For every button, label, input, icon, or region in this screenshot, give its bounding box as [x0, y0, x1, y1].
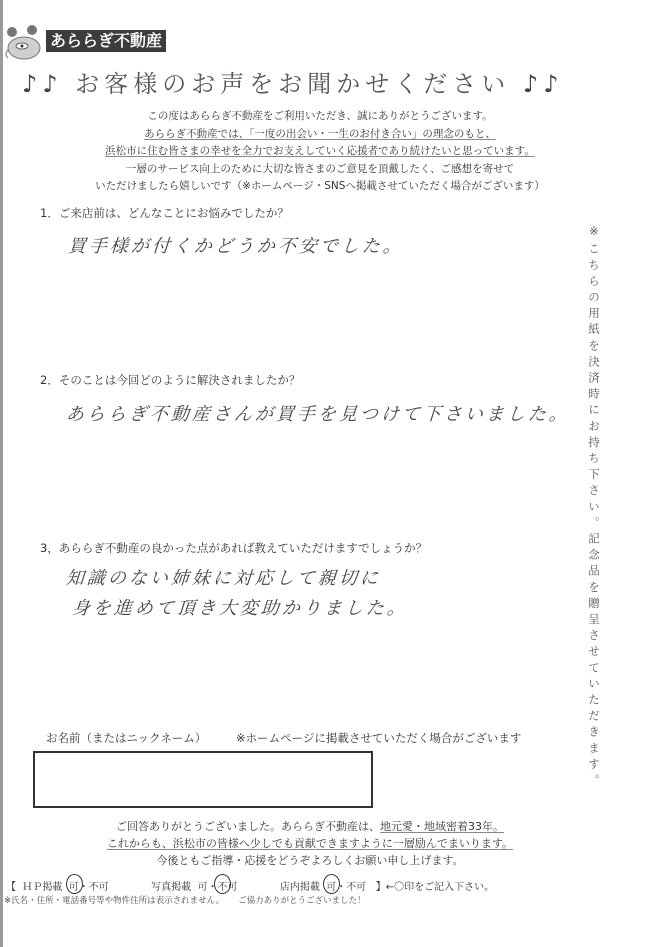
- question-3-answer-line-2: 身を進めて頂き大変助かりました。: [71, 598, 409, 619]
- bracket-open: 【: [6, 882, 16, 893]
- consent-hp: [22, 878, 108, 893]
- question-1-answer: 買手様が付くかどうか不安でした。: [67, 236, 405, 257]
- consent-store-yes-option[interactable]: 可: [326, 878, 336, 893]
- separator: ・: [207, 882, 218, 893]
- intro-line: 浜松市に住む皆さまの幸せを全力でお支えしていく応援者であり続けたいと思っています。: [105, 145, 535, 157]
- closing-line-1: [40, 818, 580, 835]
- thanks-text: ご協力ありがとうございました！: [238, 896, 366, 906]
- name-field[interactable]: [33, 751, 373, 808]
- intro-line: この度はあららぎ不動産をご利用いただき、誠にありがとうございます。: [147, 110, 493, 122]
- scan-edge: [0, 0, 3, 947]
- privacy-disclaimer-text: ※氏名・住所・電話番号等や物件住所は表示されません。: [4, 896, 225, 906]
- consent-store: [280, 878, 366, 893]
- music-note-icon: ♪♪: [522, 70, 564, 98]
- consent-store-no-option[interactable]: 不可: [346, 882, 367, 893]
- question-2-label: 2．そのことは今回どのように解決されましたか？: [40, 373, 301, 387]
- consent-hp-yes-option[interactable]: 可: [69, 878, 79, 893]
- page-title: [22, 64, 642, 99]
- question-3-answer-line-1: 知識のない姉妹に対応して親切に: [65, 568, 382, 589]
- consent-photo-yes-option[interactable]: 可: [197, 882, 208, 893]
- consent-photo-label: 写真掲載: [151, 882, 192, 893]
- consent-hp-no-option[interactable]: 不可: [88, 882, 109, 893]
- question-3-label: 3，あららぎ不動産の良かった点があれば教えていただけますでしょうか？: [40, 541, 428, 555]
- closing-line-1-text: ご回答ありがとうございました。あららぎ不動産は、: [116, 820, 380, 833]
- consent-hp-label: ＨＰ掲載: [22, 882, 63, 893]
- closing-line-3: 今後ともご指導・応援をどうぞよろしくお願い申し上げます。: [156, 854, 464, 867]
- intro-line: いただけましたら嬉しいです（※ホームページ・SNSへ掲載させていただく場合がございます）: [95, 180, 545, 192]
- consent-photo-no-option[interactable]: 不可: [217, 878, 237, 893]
- mascot-logo-icon: [2, 24, 46, 64]
- question-1-label: 1．ご来店前は、どんなことにお悩みでしたか？: [40, 206, 289, 220]
- side-note-vertical: ※こちらの用紙を決済時にお持ち下さい。記念品を贈呈させていただきます。: [587, 224, 601, 790]
- closing-line-2: これからも、浜松市の皆様へ少しでも貢献できますように一層励んでまいります。: [106, 837, 514, 850]
- intro-line: あららぎ不動産では、「一度の出会い・一生のお付き合い」の理念のもと、: [144, 127, 496, 140]
- title-text: お客様のお声をお聞かせください: [75, 70, 511, 98]
- intro-paragraph: [40, 108, 600, 196]
- music-note-icon: ♪♪: [22, 70, 63, 98]
- separator: ・: [336, 882, 347, 893]
- brand-logo: あららぎ不動産: [46, 30, 166, 52]
- closing-line-1-highlight: 地元愛・地域密着33年。: [380, 820, 504, 833]
- consent-photo: [151, 878, 237, 893]
- consent-store-label: 店内掲載: [279, 882, 320, 893]
- closing-message: [40, 818, 580, 869]
- name-label: お名前（またはニックネーム）: [46, 731, 207, 745]
- name-publish-note: ※ホームページに掲載させていただく場合がございます: [236, 731, 522, 745]
- intro-line: 一層のサービス向上のために大切な皆さまのご意見を頂戴したく、ご感想を寄せて: [125, 162, 515, 175]
- publish-consent-row: [6, 878, 494, 893]
- question-2-answer: あららぎ不動産さんが買手を見つけて下さいました。: [65, 404, 571, 425]
- consent-instruction: 】←〇印をご記入下さい。: [375, 882, 495, 893]
- separator: ・: [78, 882, 89, 893]
- privacy-disclaimer: [4, 894, 366, 906]
